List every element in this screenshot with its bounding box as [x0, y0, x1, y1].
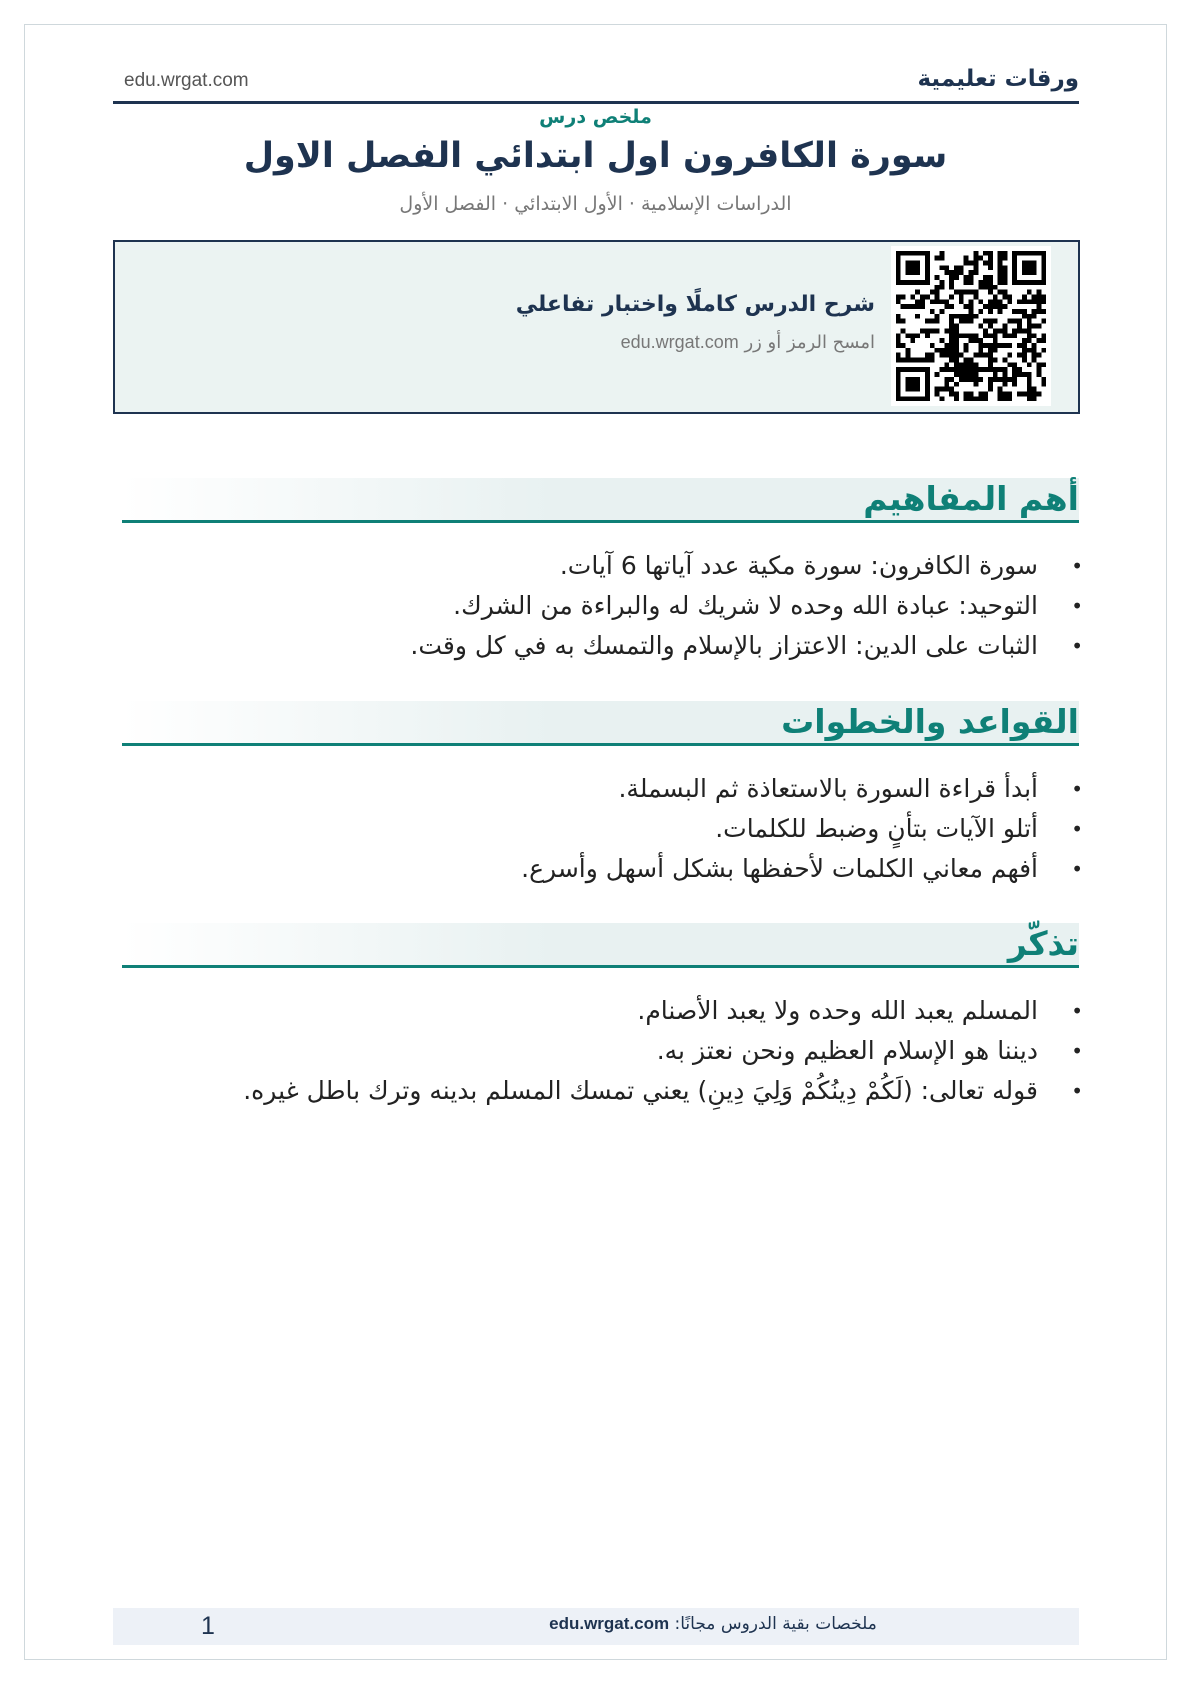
page-title: سورة الكافرون اول ابتدائي الفصل الاول	[243, 136, 948, 176]
list-item: • الثبات على الدين: الاعتزاز بالإسلام والتمسك به في كل وقت.	[410, 626, 1083, 666]
list-item: • أبدأ قراءة السورة بالاستعاذة ثم البسملة.	[521, 769, 1083, 809]
list-item: • التوحيد: عبادة الله وحده لا شريك له والبراءة من الشرك.	[410, 586, 1083, 626]
brand-name: ورقات تعليمية	[917, 66, 1079, 92]
section-heading-remember	[122, 923, 1079, 968]
list-item: • أتلو الآيات بتأنٍ وضبط للكلمات.	[521, 809, 1083, 849]
qr-promo-instruction: امسح الرمز أو زر	[744, 332, 875, 353]
section-title: أهم المفاهيم	[863, 479, 1079, 518]
qr-promo-url[interactable]: edu.wrgat.com	[620, 332, 739, 352]
list-item: • قوله تعالى: (لَكُمْ دِينُكُمْ وَلِيَ دِينِ) يعني تمسك المسلم بدينه وترك باطل غيره.	[243, 1071, 1083, 1111]
footer-url[interactable]: edu.wrgat.com	[549, 1614, 670, 1633]
lesson-kicker: ملخص درس	[539, 106, 652, 128]
footer-note: ملخصات بقية الدروس مجانًا:	[674, 1614, 877, 1634]
list-item: • سورة الكافرون: سورة مكية عدد آياتها 6 آيات.	[410, 546, 1083, 586]
page-header	[113, 62, 1079, 104]
section-title: تذكّر	[1007, 924, 1079, 963]
qr-promo-box	[113, 240, 1080, 414]
page-footer	[113, 1608, 1079, 1645]
list-item: • ديننا هو الإسلام العظيم ونحن نعتز به.	[243, 1031, 1083, 1071]
qr-code-icon[interactable]	[891, 246, 1051, 406]
qr-promo-subtitle	[621, 332, 875, 353]
concepts-list	[410, 546, 1083, 666]
list-item: • أفهم معاني الكلمات لأحفظها بشكل أسهل وأسرع.	[521, 849, 1083, 889]
remember-list	[243, 991, 1083, 1111]
site-url[interactable]: edu.wrgat.com	[124, 70, 249, 91]
rules-list	[521, 769, 1083, 889]
qr-promo-title: شرح الدرس كاملًا واختبار تفاعلي	[515, 292, 875, 317]
section-title: القواعد والخطوات	[781, 702, 1079, 741]
page-subtitle: الدراسات الإسلامية · الأول الابتدائي · الفصل الأول	[399, 193, 792, 215]
section-heading-rules	[122, 701, 1079, 746]
footer-text	[413, 1614, 1013, 1634]
list-item: • المسلم يعبد الله وحده ولا يعبد الأصنام.	[243, 991, 1083, 1031]
page-number: 1	[201, 1612, 215, 1640]
section-heading-concepts	[122, 478, 1079, 523]
